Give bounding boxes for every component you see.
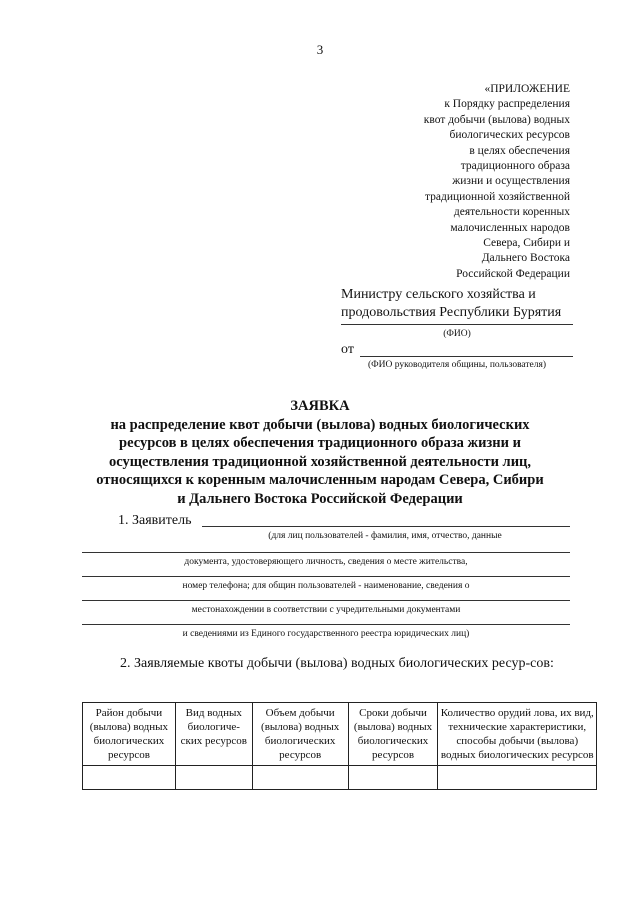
table-cell[interactable] — [83, 766, 176, 790]
table-header-row — [83, 703, 597, 766]
appendix-line: традиционного образа — [460, 160, 570, 173]
table-header-cell: Район добычи (вылова) водных биологических ресурсов — [83, 703, 176, 766]
appendix-line: квот добычи (вылова) водных — [423, 113, 570, 126]
appendix-line: Дальнего Востока — [481, 252, 570, 265]
quotas-table — [82, 702, 597, 790]
title-line: относящихся к коренным малочисленным народам Севера, Сибири — [96, 472, 544, 488]
table-row — [83, 766, 597, 790]
addressee-line: продовольствия Республики Бурятия — [341, 305, 562, 320]
table-header-cell: Количество орудий лова, их вид, технические характеристики, способы добычи (вылова) водных биологических ресурсов — [438, 703, 597, 766]
appendix-line: малочисленных народов — [450, 221, 570, 234]
addressee-block — [341, 286, 581, 322]
table-header-cell: Объем добычи (вылова) водных биологических ресурсов — [252, 703, 348, 766]
table-cell[interactable] — [252, 766, 348, 790]
applicant-note: (для лиц пользователей - фамилия, имя, отчество, данные — [268, 531, 502, 541]
fio-note: (ФИО) — [443, 329, 471, 339]
applicant-label: 1. Заявитель — [118, 513, 192, 528]
table-cell[interactable] — [348, 766, 438, 790]
applicant-note: местонахождении в соответствии с учредительными документами — [191, 605, 461, 615]
appendix-line: биологических ресурсов — [449, 129, 570, 142]
quotas-paragraph: 2. Заявляемые квоты добычи (вылова) водных биологических ресур-сов: — [120, 656, 554, 671]
appendix-line: к Порядку распределения — [444, 98, 570, 111]
appendix-line: Севера, Сибири и — [483, 237, 570, 250]
table-cell[interactable] — [175, 766, 252, 790]
title-line: осуществления традиционной хозяйственной деятельности лиц, — [108, 453, 532, 470]
appendix-line: деятельности коренных — [453, 206, 570, 219]
addressee-line: Министру сельского хозяйства и — [341, 287, 536, 302]
from-label: от — [341, 342, 354, 357]
title-line: на распределение квот добычи (вылова) водных биологических — [110, 416, 530, 433]
applicant-underline — [82, 600, 570, 601]
applicant-note: номер телефона; для общин пользователей - наименование, сведения о — [182, 581, 470, 591]
title-heading: ЗАЯВКА — [290, 398, 350, 414]
applicant-note: документа, удостоверяющего личность, сведения о месте жительства, — [184, 557, 468, 567]
from-note: (ФИО руководителя общины, пользователя) — [367, 360, 547, 370]
table-header-cell: Сроки добычи (вылова) водных биологических ресурсов — [348, 703, 438, 766]
applicant-note: и сведениями из Единого государственного реестра юридических лиц) — [182, 629, 470, 639]
page-number: 3 — [316, 42, 324, 57]
appendix-line: традиционной хозяйственной — [424, 190, 570, 203]
title-line: и Дальнего Востока Российской Федерации — [177, 490, 463, 507]
appendix-line: в целях обеспечения — [469, 144, 570, 157]
applicant-underline — [82, 576, 570, 577]
document-title — [0, 397, 640, 508]
table-cell[interactable] — [438, 766, 597, 790]
applicant-underline — [82, 624, 570, 625]
appendix-line: Российской Федерации — [456, 267, 570, 280]
from-underline — [360, 356, 573, 357]
appendix-line: жизни и осуществления — [452, 175, 570, 188]
title-line: ресурсов в целях обеспечения традиционного образа жизни и — [119, 435, 521, 451]
table-header-cell: Вид водных биологиче-ских ресурсов — [175, 703, 252, 766]
applicant-underline — [82, 552, 570, 553]
applicant-underline — [202, 526, 570, 527]
appendix-block — [340, 82, 570, 282]
fio-underline — [341, 324, 573, 325]
appendix-line: «ПРИЛОЖЕНИЕ — [484, 83, 570, 95]
